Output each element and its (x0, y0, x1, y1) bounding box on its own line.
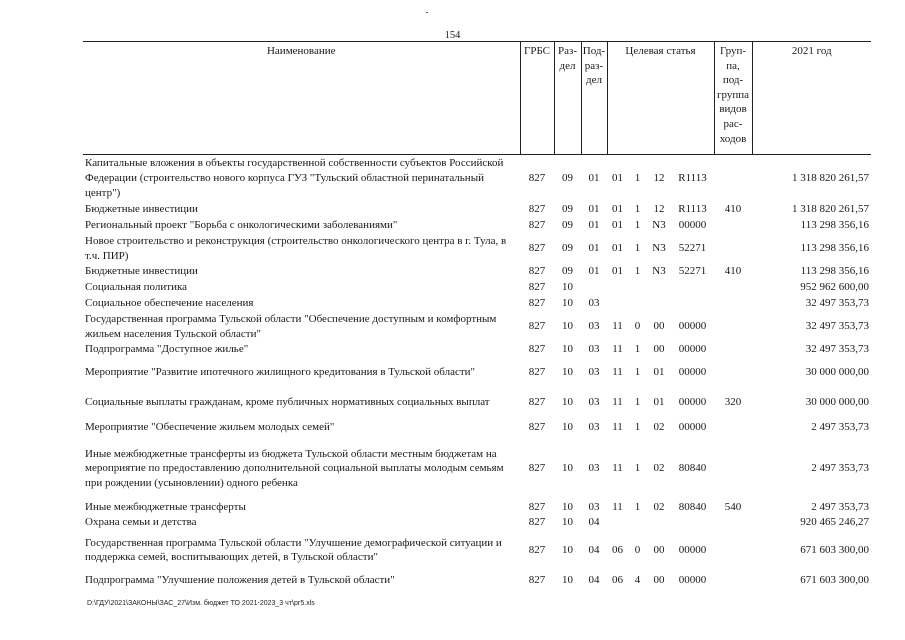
page-number: 154 (444, 30, 461, 41)
header-razdel: Раз- дел (554, 42, 581, 155)
row-subprogram-code: 1 (634, 203, 641, 216)
row-name: Охрана семьи и детства (85, 515, 197, 528)
row-direction-code: 00000 (678, 396, 707, 409)
row-podrazdel: 01 (588, 265, 600, 278)
row-grbs: 827 (528, 366, 546, 379)
file-path-footer: D:\ГДУ\2021\ЗАКОНЫ\ЗАС_27\Изм. бюджет ТО 2021-2023_3 чт\рг5.xls (87, 600, 315, 607)
row-name: Бюджетные инвестиции (85, 265, 198, 278)
table-header-row (83, 42, 871, 155)
row-expense-group: 410 (724, 203, 742, 216)
row-name: Социальное обеспечение населения (85, 297, 254, 310)
row-razdel: 10 (562, 543, 573, 556)
row-event-code (647, 280, 671, 296)
row-name: Социальные выплаты гражданам, кроме публичных нормативных социальных выплат (85, 396, 490, 409)
row-podrazdel: 03 (588, 297, 600, 310)
row-program-code: 06 (612, 543, 623, 556)
row-event-code: 12 (653, 171, 665, 184)
row-expense-group: 540 (724, 500, 742, 513)
row-program-code: 11 (612, 320, 623, 333)
row-event-code: 02 (653, 421, 665, 434)
row-amount: 30 000 000,00 (805, 366, 869, 379)
row-amount: 671 603 300,00 (800, 543, 869, 556)
table-row (83, 296, 871, 312)
row-expense-group (714, 155, 752, 202)
header-expense-group: Груп- па, под- группа видов рас- ходов (714, 42, 752, 155)
row-program-code: 01 (612, 219, 623, 232)
row-program-code: 11 (612, 500, 623, 513)
scan-speck (426, 12, 428, 13)
row-program-code: 11 (612, 343, 623, 356)
row-subprogram-code: 1 (634, 500, 641, 513)
row-amount: 671 603 300,00 (800, 573, 869, 586)
row-expense-group (714, 358, 752, 388)
row-name: Подпрограмма "Доступное жилье" (85, 343, 249, 356)
row-program-code: 11 (612, 366, 623, 379)
row-direction-code: 00000 (678, 366, 707, 379)
row-program-code: 01 (612, 265, 623, 278)
row-program-code (607, 280, 628, 296)
row-event-code (647, 514, 671, 530)
row-direction-code: 80840 (678, 500, 707, 513)
row-grbs: 827 (528, 265, 546, 278)
row-subprogram-code: 1 (634, 462, 641, 475)
row-amount: 113 298 356,16 (800, 219, 869, 232)
table-row (83, 202, 871, 218)
row-grbs: 827 (528, 219, 546, 232)
row-amount: 2 497 353,73 (811, 462, 869, 475)
row-podrazdel: 01 (588, 242, 600, 255)
row-program-code: 11 (612, 462, 623, 475)
row-program-code: 06 (612, 573, 623, 586)
row-program-code: 01 (612, 242, 623, 255)
row-razdel: 10 (562, 320, 573, 333)
row-name: Новое строительство и реконструкция (строительство онкологического центра в г. Тула, в т.ч. ПИР) (85, 234, 507, 262)
row-razdel: 10 (562, 462, 573, 475)
row-name: Подпрограмма "Улучшение положения детей в Тульской области" (85, 573, 395, 586)
row-grbs: 827 (528, 421, 546, 434)
row-grbs: 827 (528, 343, 546, 356)
row-name: Государственная программа Тульской области "Обеспечение доступным и комфортным жильем населения Тульской области" (85, 312, 497, 340)
row-expense-group (714, 218, 752, 234)
table-row (83, 514, 871, 530)
table-row (83, 234, 871, 264)
row-subprogram-code: 1 (634, 366, 641, 379)
row-razdel: 10 (562, 515, 573, 528)
row-grbs: 827 (528, 462, 546, 475)
row-subprogram-code: 4 (634, 573, 641, 586)
row-expense-group (714, 296, 752, 312)
row-podrazdel: 03 (588, 500, 600, 513)
row-event-code: 00 (653, 343, 665, 356)
row-subprogram-code: 1 (634, 219, 641, 232)
row-name: Капитальные вложения в объекты государственной собственности субъектов Российской Федерации (строительство нового корпуса ГУЗ "Тульский областной перинатальный центр") (85, 157, 504, 199)
row-subprogram-code (628, 280, 647, 296)
row-amount: 32 497 353,73 (805, 343, 869, 356)
row-expense-group (714, 570, 752, 590)
header-name: Наименование (83, 42, 520, 155)
row-direction-code: 00000 (678, 573, 707, 586)
row-direction-code (671, 280, 714, 296)
row-podrazdel: 03 (588, 343, 600, 356)
row-subprogram-code: 0 (634, 320, 641, 333)
row-razdel: 09 (562, 171, 573, 184)
row-subprogram-code: 0 (634, 543, 641, 556)
table-row (83, 388, 871, 418)
row-podrazdel: 04 (588, 543, 600, 556)
row-subprogram-code (628, 514, 647, 530)
row-expense-group (714, 342, 752, 358)
row-razdel: 09 (562, 203, 573, 216)
row-name: Бюджетные инвестиции (85, 203, 198, 216)
row-event-code: 00 (653, 543, 665, 556)
row-grbs: 827 (528, 573, 546, 586)
table-row (83, 218, 871, 234)
row-direction-code: 80840 (678, 462, 707, 475)
table-row (83, 264, 871, 280)
row-grbs: 827 (528, 515, 546, 528)
row-podrazdel: 04 (588, 515, 600, 528)
header-year-2021: 2021 год (752, 42, 871, 155)
row-podrazdel: 01 (588, 171, 600, 184)
row-amount: 32 497 353,73 (805, 320, 869, 333)
row-event-code: 00 (653, 573, 665, 586)
row-grbs: 827 (528, 203, 546, 216)
row-program-code: 01 (612, 203, 623, 216)
row-program-code (607, 296, 628, 312)
row-subprogram-code: 1 (634, 343, 641, 356)
row-name: Иные межбюджетные трансферты (85, 500, 246, 513)
row-event-code: 01 (653, 366, 665, 379)
row-expense-group (714, 438, 752, 500)
table-row (83, 155, 871, 202)
row-podrazdel: 03 (588, 462, 600, 475)
row-razdel: 10 (562, 281, 573, 294)
row-podrazdel: 03 (588, 320, 600, 333)
row-event-code: N3 (652, 219, 666, 232)
row-grbs: 827 (528, 320, 546, 333)
table-row (83, 418, 871, 438)
row-grbs: 827 (528, 297, 546, 310)
row-event-code: N3 (652, 242, 666, 255)
row-amount: 1 318 820 261,57 (792, 171, 869, 184)
row-podrazdel: 03 (588, 421, 600, 434)
row-subprogram-code: 1 (634, 171, 641, 184)
row-amount: 1 318 820 261,57 (792, 203, 869, 216)
table-row (83, 342, 871, 358)
row-grbs: 827 (528, 396, 546, 409)
row-program-code: 11 (612, 421, 623, 434)
row-event-code: 02 (653, 500, 665, 513)
row-podrazdel: 03 (588, 366, 600, 379)
row-direction-code: 00000 (678, 219, 707, 232)
table-row (83, 312, 871, 342)
row-event-code (647, 296, 671, 312)
table-row (83, 570, 871, 590)
row-direction-code: 00000 (678, 320, 707, 333)
row-amount: 30 000 000,00 (805, 396, 869, 409)
row-grbs: 827 (528, 242, 546, 255)
row-razdel: 09 (562, 265, 573, 278)
row-podrazdel: 04 (588, 573, 600, 586)
row-amount: 952 962 600,00 (800, 281, 869, 294)
row-razdel: 10 (562, 396, 573, 409)
row-razdel: 09 (562, 242, 573, 255)
row-amount: 2 497 353,73 (811, 500, 869, 513)
row-expense-group (714, 312, 752, 342)
table-row (83, 358, 871, 388)
row-amount: 920 465 246,27 (800, 515, 869, 528)
row-grbs: 827 (528, 500, 546, 513)
row-razdel: 10 (562, 500, 573, 513)
row-grbs: 827 (528, 281, 546, 294)
table-row (83, 438, 871, 500)
row-expense-group (714, 234, 752, 264)
row-name: Мероприятие "Обеспечение жильем молодых семей" (85, 421, 335, 434)
row-razdel: 10 (562, 421, 573, 434)
header-podrazdel: Под- раз- дел (581, 42, 607, 155)
row-direction-code (671, 296, 714, 312)
row-amount: 32 497 353,73 (805, 297, 869, 310)
row-expense-group (714, 514, 752, 530)
row-name: Социальная политика (85, 281, 188, 294)
row-expense-group (714, 280, 752, 296)
row-razdel: 10 (562, 366, 573, 379)
row-event-code: 01 (653, 396, 665, 409)
row-razdel: 10 (562, 573, 573, 586)
row-event-code: 00 (653, 320, 665, 333)
table-row (83, 530, 871, 570)
row-podrazdel: 03 (588, 396, 600, 409)
table-row (83, 500, 871, 515)
row-grbs: 827 (528, 543, 546, 556)
row-direction-code: 00000 (678, 343, 707, 356)
row-direction-code: 52271 (678, 242, 707, 255)
row-event-code: 12 (653, 203, 665, 216)
row-razdel: 10 (562, 343, 573, 356)
row-razdel: 09 (562, 219, 573, 232)
row-subprogram-code (628, 296, 647, 312)
row-subprogram-code: 1 (634, 421, 641, 434)
row-name: Региональный проект "Борьба с онкологическими заболеваниями" (85, 219, 398, 232)
row-razdel: 10 (562, 297, 573, 310)
row-subprogram-code: 1 (634, 242, 641, 255)
row-podrazdel: 01 (588, 203, 600, 216)
row-expense-group: 410 (724, 265, 742, 278)
header-target-article: Целевая статья (607, 42, 714, 155)
row-name: Иные межбюджетные трансферты из бюджета Тульской области местным бюджетам на мероприятие по предоставлению дополнительной социальной выплаты молодым семьям при рождении (усыновлении) одного ребенка (85, 447, 504, 489)
row-name: Государственная программа Тульской области "Улучшение демографической ситуации и поддержка семей, воспитывающих детей, в Тульской области" (85, 536, 502, 564)
row-event-code: 02 (653, 462, 665, 475)
row-direction-code: R1113 (678, 171, 707, 184)
row-expense-group (714, 530, 752, 570)
row-expense-group: 320 (724, 396, 742, 409)
row-amount: 113 298 356,16 (800, 242, 869, 255)
row-program-code (607, 514, 628, 530)
row-direction-code: 00000 (678, 543, 707, 556)
row-grbs: 827 (528, 171, 546, 184)
row-name: Мероприятие "Развитие ипотечного жилищного кредитования в Тульской области" (85, 366, 476, 379)
row-subprogram-code: 1 (634, 396, 641, 409)
header-grbs: ГРБС (520, 42, 554, 155)
row-direction-code: R1113 (678, 203, 707, 216)
row-expense-group (714, 418, 752, 438)
budget-table (83, 41, 871, 590)
table-row (83, 280, 871, 296)
row-amount: 2 497 353,73 (811, 421, 869, 434)
row-event-code: N3 (652, 265, 666, 278)
row-direction-code: 00000 (678, 421, 707, 434)
row-subprogram-code: 1 (634, 265, 641, 278)
row-program-code: 01 (612, 171, 623, 184)
row-podrazdel (581, 280, 607, 296)
row-podrazdel: 01 (588, 219, 600, 232)
row-direction-code (671, 514, 714, 530)
row-direction-code: 52271 (678, 265, 707, 278)
row-amount: 113 298 356,16 (800, 265, 869, 278)
row-program-code: 11 (612, 396, 623, 409)
